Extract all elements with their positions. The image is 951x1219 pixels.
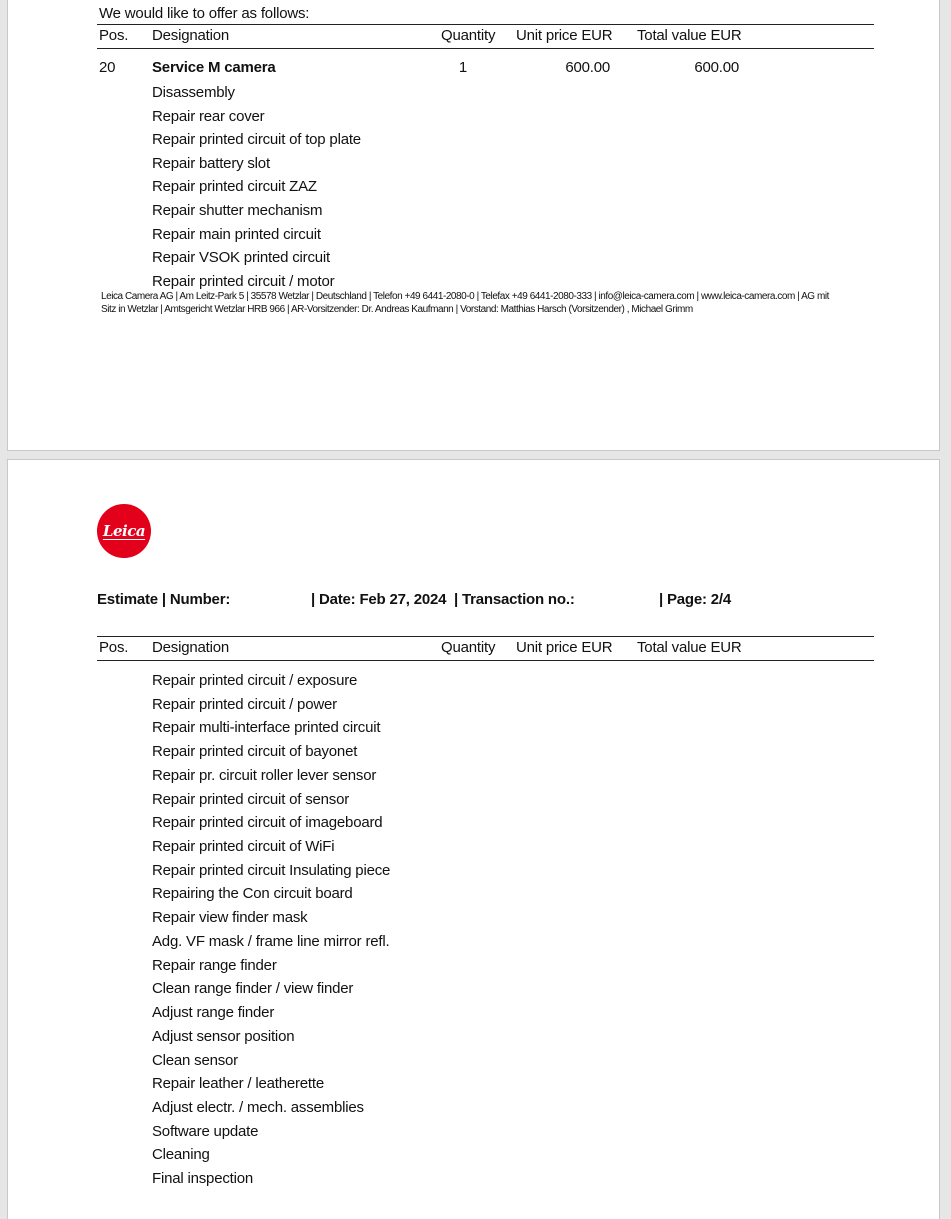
table-header-top-rule xyxy=(97,24,874,25)
list-item: Repair printed circuit / power xyxy=(152,695,337,713)
item-quantity: 1 xyxy=(458,59,468,76)
list-item: Clean range finder / view finder xyxy=(152,980,354,998)
list-item: Repair shutter mechanism xyxy=(152,201,323,219)
list-item: Repairing the Con circuit board xyxy=(152,885,353,903)
estimate-page-number: | Page: 2/4 xyxy=(659,591,732,608)
list-item: Repair battery slot xyxy=(152,154,270,172)
column-header-pos: Pos. xyxy=(99,27,129,44)
column-header-unit-price: Unit price EUR xyxy=(516,639,613,656)
service-items-list xyxy=(152,671,390,1193)
list-item: Repair printed circuit of imageboard xyxy=(152,814,383,832)
list-item: Repair VSOK printed circuit xyxy=(152,249,331,267)
list-item: Adg. VF mask / frame line mirror refl. xyxy=(152,932,390,950)
list-item: Repair range finder xyxy=(152,956,277,974)
list-item: Repair printed circuit of sensor xyxy=(152,790,350,808)
table-header-bottom-rule xyxy=(97,660,874,661)
list-item: Repair leather / leatherette xyxy=(152,1075,325,1093)
list-item: Adjust electr. / mech. assemblies xyxy=(152,1098,364,1116)
list-item: Adjust sensor position xyxy=(152,1027,295,1045)
column-header-pos: Pos. xyxy=(99,639,129,656)
column-header-total-value: Total value EUR xyxy=(637,27,742,44)
table-header-top-rule xyxy=(97,636,874,637)
list-item: Repair printed circuit / exposure xyxy=(152,672,358,689)
column-header-designation: Designation xyxy=(152,27,230,44)
item-total-value: 600.00 xyxy=(694,59,739,76)
column-header-quantity: Quantity xyxy=(441,27,496,44)
column-header-designation: Designation xyxy=(152,639,230,656)
column-header-total-value: Total value EUR xyxy=(637,639,742,656)
table-header-bottom-rule xyxy=(97,48,874,49)
list-item: Clean sensor xyxy=(152,1051,238,1069)
list-item: Repair printed circuit of bayonet xyxy=(152,743,358,761)
list-item: Repair pr. circuit roller lever sensor xyxy=(152,766,377,784)
list-item: Repair rear cover xyxy=(152,107,265,125)
document-page-1 xyxy=(7,0,940,451)
list-item: Final inspection xyxy=(152,1170,254,1188)
service-items-list xyxy=(152,83,361,295)
item-unit-price: 600.00 xyxy=(565,59,610,76)
list-item: Cleaning xyxy=(152,1146,210,1164)
column-header-unit-price: Unit price EUR xyxy=(516,27,613,44)
item-designation: Service M camera xyxy=(152,59,276,76)
list-item: Adjust range finder xyxy=(152,1004,275,1022)
list-item: Repair printed circuit ZAZ xyxy=(152,178,317,196)
list-item: Disassembly xyxy=(152,84,235,101)
estimate-number-label: Estimate | Number: xyxy=(97,591,231,608)
estimate-transaction-label: | Transaction no.: xyxy=(454,591,575,608)
list-item: Repair printed circuit of WiFi xyxy=(152,838,335,856)
list-item: Repair printed circuit / motor xyxy=(152,272,335,290)
company-footer: Leica Camera AG | Am Leitz-Park 5 | 35578 Wetzlar | Deutschland | Telefon +49 6441-2080-0 | Telefax +49 6441-2080-333 | info@leica-camera.com | www.leica-camera.com | AG mit Sitz in Wetzlar | Amtsgericht Wetzlar HRB 966 | AR-Vorsitzender: Dr. Andreas Kaufmann | Vorstand: Matthias Harsch (Vorsitzender) , Michael Grimm xyxy=(101,291,829,315)
list-item: Repair main printed circuit xyxy=(152,225,321,243)
list-item: Repair printed circuit Insulating piece xyxy=(152,861,391,879)
list-item: Repair view finder mask xyxy=(152,909,308,927)
estimate-date: | Date: Feb 27, 2024 xyxy=(311,591,447,608)
column-header-quantity: Quantity xyxy=(441,639,496,656)
offer-intro: We would like to offer as follows: xyxy=(99,5,310,22)
item-pos: 20 xyxy=(99,59,116,76)
leica-logo xyxy=(97,504,151,558)
list-item: Repair multi-interface printed circuit xyxy=(152,719,381,737)
list-item: Repair printed circuit of top plate xyxy=(152,131,361,149)
logo-text: Leica xyxy=(102,522,146,540)
document-page-2 xyxy=(7,459,940,1219)
list-item: Software update xyxy=(152,1122,259,1140)
